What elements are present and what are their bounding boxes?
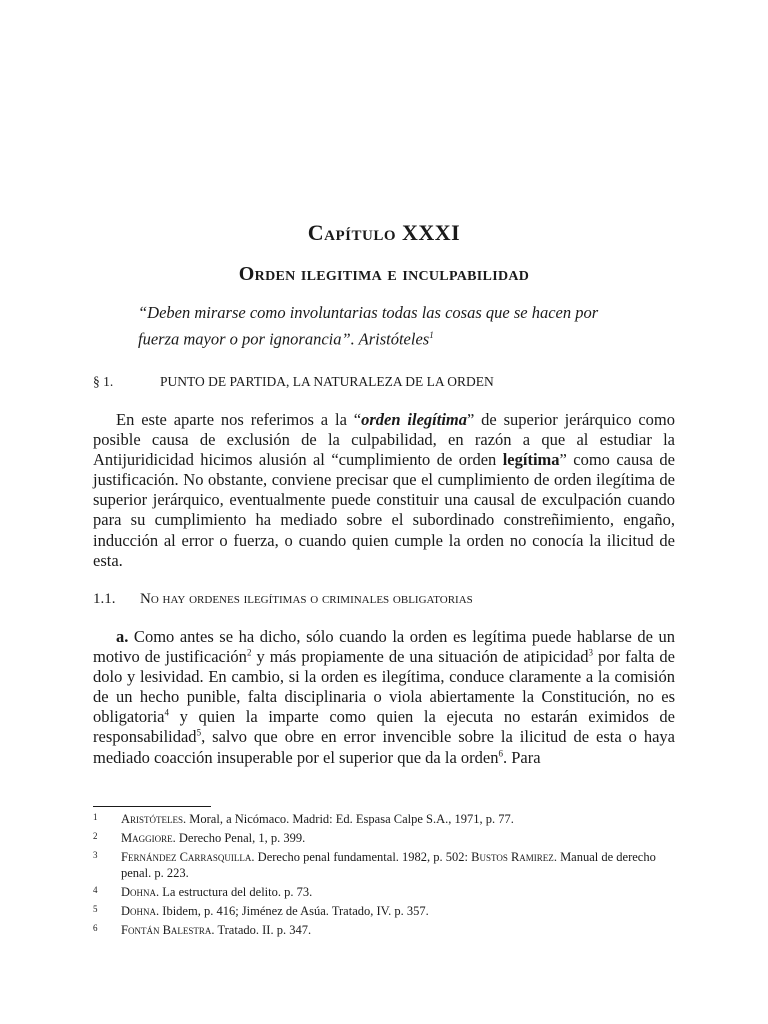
footnote	[93, 849, 675, 881]
footnote-author: Fernández Carrasquilla	[121, 850, 252, 864]
footnote-text: . Derecho Penal, 1, p. 399.	[172, 831, 306, 845]
chapter-title: Capítulo XXXI	[307, 220, 461, 245]
subsection-heading	[93, 591, 693, 608]
footnote-number: 5	[93, 904, 98, 914]
footnote-text: . Tratado. II. p. 347.	[211, 923, 312, 937]
paragraph-text: Como antes se ha dicho, sólo cuando la orden es legítima puede hablarse de un motivo de justificación	[93, 627, 675, 667]
section-heading	[93, 374, 693, 390]
paragraph-text: , salvo que obre en error invencible sobre la ilicitud de esta o haya mediado coacción insuperable por el superior que da la orden	[93, 727, 675, 767]
body-paragraph-2	[93, 627, 675, 768]
footnote-ref: 4	[164, 707, 169, 718]
footnote-text: . Ibidem, p. 416; Jiménez de Asúa. Tratado, IV. p. 357.	[156, 904, 429, 918]
emphasis-text: orden ilegítima	[361, 410, 467, 429]
footnotes	[93, 811, 675, 941]
footnote-text: . Derecho penal fundamental. 1982, p. 502:	[251, 850, 472, 864]
footnote-number: 3	[93, 850, 98, 860]
footnote-ref: 2	[246, 647, 252, 658]
footnote-ref: 6	[498, 748, 503, 759]
footnote-author: Dohna	[121, 885, 157, 899]
footnote-number: 2	[93, 831, 98, 841]
footnote	[93, 811, 675, 827]
subsection-title: No hay ordenes ilegítimas o criminales obligatorias	[140, 591, 473, 607]
footnote-author: Maggiore	[121, 831, 173, 845]
footnote	[93, 830, 675, 846]
footnote-author: Dohna	[121, 904, 157, 918]
section-number: § 1.	[93, 374, 114, 389]
section-title: PUNTO DE PARTIDA, LA NATURALEZA DE LA ORDEN	[160, 374, 494, 389]
footnote-number: 6	[93, 923, 98, 933]
paragraph-text: . Para	[502, 747, 541, 767]
footnote-author: Aristóteles	[121, 812, 184, 826]
footnote	[93, 922, 675, 938]
paragraph-text: En este aparte nos referimos a la “	[116, 410, 362, 429]
paragraph-text: y más propiamente de una situación de atipicidad	[251, 647, 589, 667]
footnote-author: Fontán Balestra	[121, 923, 212, 937]
footnote-number: 4	[93, 885, 98, 895]
footnote-number: 1	[93, 812, 98, 822]
footnote-author: Bustos Ramirez	[471, 850, 554, 864]
footnote-text: . Manual de derecho penal. p. 223.	[121, 850, 656, 880]
paragraph-text: y quien la imparte como quien la ejecuta no estarán eximidos de responsabilidad	[93, 707, 675, 747]
chapter-subtitle: Orden ilegitima e inculpabilidad	[238, 263, 530, 285]
epigraph-quote	[138, 302, 638, 351]
paragraph-text: por falta de dolo y lesividad. En cambio, si la orden es ilegítima, conduce claramente a la comisión de un hecho punible, falta disciplinaria o viola abiertamente la Constitución, no es obligatoria	[93, 647, 675, 727]
footnote-text: . La estructura del delito. p. 73.	[156, 885, 313, 899]
footnote-ref: 3	[588, 647, 594, 658]
paragraph-label: a.	[116, 627, 129, 646]
paragraph-text: ” de superior jerárquico como posible causa de exclusión de la culpabilidad, en razón a que al estudiar la Antijuridicidad hicimos alusión al “cumplimiento de orden	[93, 410, 675, 470]
paragraph-text: ” como causa de justificación. No obstante, conviene precisar que el cumplimiento de orden ilegítima de superior jerárquico, eventualmente puede constituir una causal de exculpación cuando para su cumplimiento ha mediado sobre el subordinado constreñimiento, engaño, inducción al error o fuerza, o cuando quien cumple la orden no conocía la ilicitud de esta.	[93, 450, 675, 570]
footnote-text: . Moral, a Nicómaco. Madrid: Ed. Espasa Calpe S.A., 1971, p. 77.	[183, 812, 514, 826]
subsection-number: 1.1.	[93, 591, 116, 607]
footnote-ref: 5	[196, 727, 202, 738]
body-paragraph-1	[93, 410, 675, 571]
footnote-divider	[93, 806, 211, 807]
footnote	[93, 884, 675, 900]
footnote-ref: 1	[429, 330, 434, 340]
epigraph-text: “Deben mirarse como involuntarias todas las cosas que se hacen por fuerza mayor o por ignorancia”. Aristóteles	[138, 303, 599, 349]
footnote	[93, 903, 675, 919]
emphasis-text: legítima	[502, 450, 560, 470]
